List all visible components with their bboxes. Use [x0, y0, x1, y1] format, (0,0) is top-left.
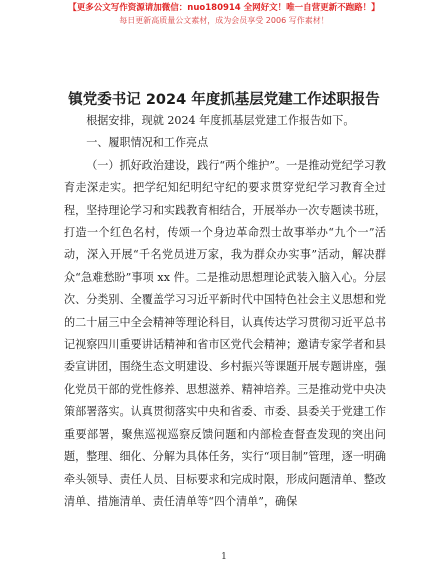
page-number: 1: [221, 552, 227, 562]
document-body: [64, 110, 386, 513]
promo-line-2: 每日更新高质量公文素材，成为会员享受 2006 写作素材！: [119, 16, 329, 25]
promo-line-1: 【更多公文写作资源请加微信：nuo180914 全网好文！唯一自营更新不跑路！】: [68, 3, 380, 13]
promo-banner: [0, 2, 448, 27]
section-heading: 一、履职情况和工作亮点: [86, 136, 209, 150]
intro-paragraph: 根据安排，现就 2024 年度抓基层党建工作报告如下。: [86, 114, 355, 127]
body-paragraph: （一）抓好政治建设，践行“两个维护”。一是推动党纪学习教育走深走实。把学纪知纪明纪守纪的要求贯穿党纪学习教育全过程，坚持理论学习和实践教育相结合，开展举办一次专题读书班，打造一个红色名村，传颂一个身边革命烈士故事举办“九个一”活动，深入开展“千名党员进万家，我为群众办实事”活动，解决群众“急难愁盼”事项 xx 件。二是推动思想理论武装入脑入心。分层次、分类别、全覆盖学习习近平新时代中国特色社会主义思想和党的二十届三中全会精神等理论科目，认真传达学习贯彻习近平总书记视察四川重要讲话精神和省市区党代会精神；邀请专家学者和县委宣讲团，围绕生态文明建设、乡村振兴等课题开展专题讲座，强化党员干部的党性修养、思想滋养、精神培养。三是推动党中央决策部署落实。认真贯彻落实中央和省委、市委、县委关于党建工作重要部署，聚焦巡视巡察反馈问题和内部检查督查发现的突出问题，整理、细化、分解为具体任务，实行“项目制”管理，逐一明确牵头领导、责任人员、目标要求和完成时限，形成问题清单、整改清单、措施清单、责任清单等“四个清单”，确保: [64, 158, 386, 508]
document-title: 镇党委书记 2024 年度抓基层党建工作述职报告: [68, 92, 380, 108]
